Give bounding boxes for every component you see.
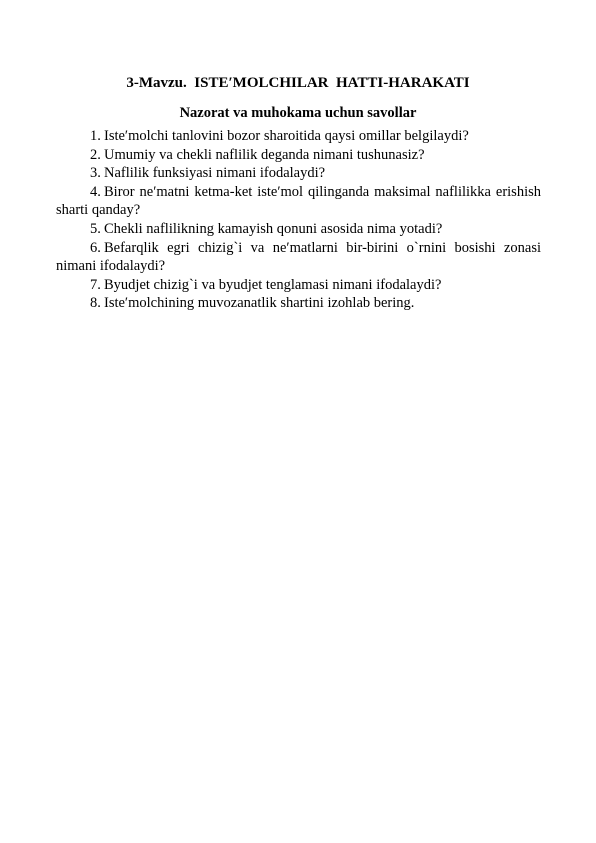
question-item <box>56 276 541 295</box>
question-number: 1. <box>90 128 101 144</box>
question-text: Byudjet chizig`i va byudjet tenglamasi nimani ifodalaydi? <box>104 276 442 293</box>
question-number: 7. <box>90 276 101 293</box>
question-number: 3. <box>90 165 101 182</box>
question-item <box>56 164 541 183</box>
question-item <box>56 294 541 313</box>
question-number: 6. <box>90 239 101 256</box>
question-text: Iste′molchi tanlovini bozor sharoitida qaysi omillar belgilaydi? <box>104 128 469 144</box>
question-item <box>56 239 541 276</box>
question-text: Befarqlik egri chizig`i va ne′matlarni bir-birini o`rnini bosishi zonasi nimani ifodalaydi? <box>56 239 541 275</box>
question-item <box>56 146 541 165</box>
question-text: Biror ne′matni ketma-ket iste′mol qilinganda maksimal naflilikka erishish sharti qanday? <box>56 183 541 219</box>
question-text: Iste′molchining muvozanatlik shartini izohlab bering. <box>104 295 415 312</box>
question-item <box>56 127 541 146</box>
question-text: Umumiy va chekli naflilik deganda nimani tushunasiz? <box>104 146 425 163</box>
question-item <box>56 183 541 220</box>
page-title: 3-Mavzu. ISTE′MOLCHILAR HATTI-HARAKATI <box>126 75 470 91</box>
question-text: Chekli naflilikning kamayish qonuni asosida nima yotadi? <box>104 220 443 237</box>
question-number: 4. <box>90 183 101 200</box>
question-text: Naflilik funksiyasi nimani ifodalaydi? <box>104 165 326 182</box>
question-number: 2. <box>90 146 101 163</box>
section-subtitle: Nazorat va muhokama uchun savollar <box>179 105 417 121</box>
question-item <box>56 220 541 239</box>
question-number: 5. <box>90 220 101 237</box>
question-list <box>56 127 541 313</box>
question-number: 8. <box>90 295 101 312</box>
